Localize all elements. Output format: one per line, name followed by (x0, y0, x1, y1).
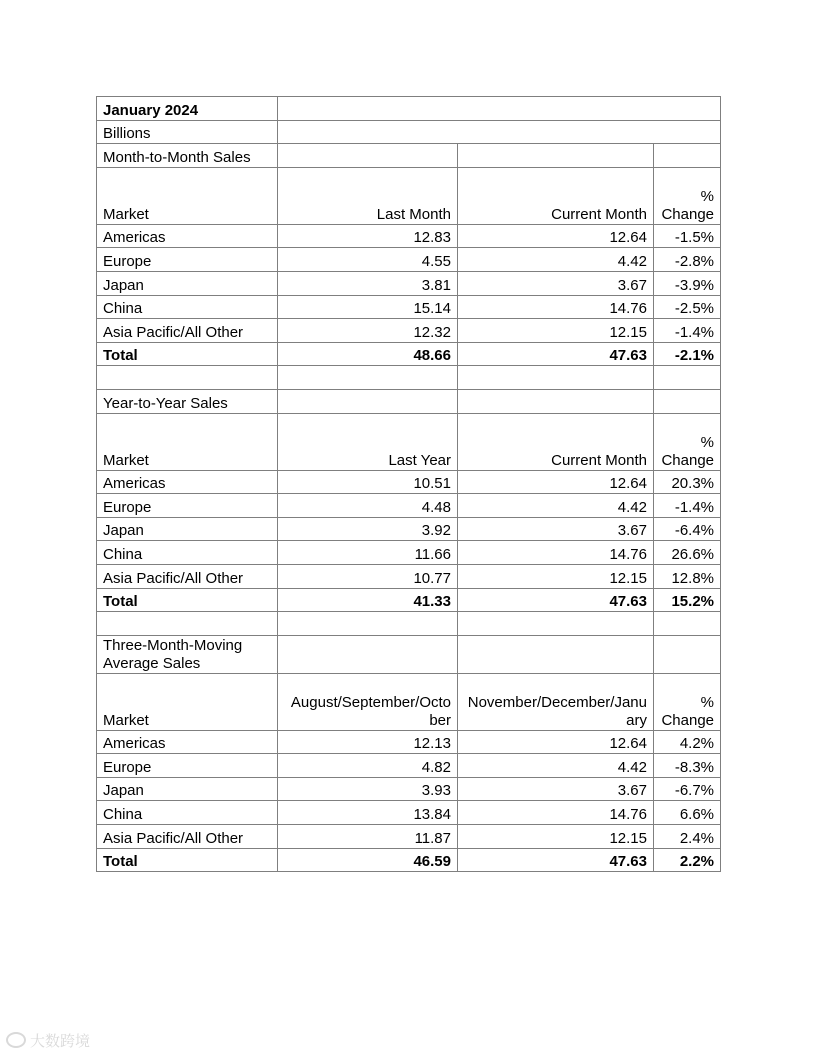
report-title: January 2024 (97, 97, 278, 121)
market-cell: Asia Pacific/All Other (97, 564, 278, 588)
value-a-cell: 3.93 (278, 777, 458, 801)
market-cell: Europe (97, 248, 278, 272)
empty-cell (97, 366, 278, 390)
total-row (97, 342, 721, 366)
value-a-cell: 12.83 (278, 224, 458, 248)
column-header-b: Current Month (458, 413, 654, 470)
market-cell: Americas (97, 224, 278, 248)
value-a-cell: 4.55 (278, 248, 458, 272)
empty-cell (654, 389, 721, 413)
pct-cell: 4.2% (654, 730, 721, 754)
empty-cell (278, 366, 458, 390)
total-a: 46.59 (278, 848, 458, 872)
value-b-cell: 14.76 (458, 295, 654, 319)
empty-cell (278, 97, 721, 121)
value-b-cell: 4.42 (458, 248, 654, 272)
pct-cell: -6.4% (654, 517, 721, 541)
value-a-cell: 10.77 (278, 564, 458, 588)
value-b-cell: 12.15 (458, 564, 654, 588)
value-a-cell: 4.48 (278, 494, 458, 518)
market-cell: Asia Pacific/All Other (97, 319, 278, 343)
market-cell: Japan (97, 777, 278, 801)
empty-cell (278, 389, 458, 413)
value-a-cell: 10.51 (278, 470, 458, 494)
spacer-row (97, 612, 721, 636)
pct-cell: -1.4% (654, 319, 721, 343)
value-b-cell: 12.64 (458, 730, 654, 754)
pct-cell: 6.6% (654, 801, 721, 825)
empty-cell (654, 612, 721, 636)
value-b-cell: 14.76 (458, 541, 654, 565)
pct-cell: 20.3% (654, 470, 721, 494)
table-body (97, 97, 721, 872)
unit-row (97, 120, 721, 144)
total-pct: 2.2% (654, 848, 721, 872)
value-a-cell: 4.82 (278, 754, 458, 778)
section-title-row (97, 389, 721, 413)
empty-cell (458, 635, 654, 673)
table-row (97, 295, 721, 319)
total-b: 47.63 (458, 588, 654, 612)
market-cell: China (97, 541, 278, 565)
title-row (97, 97, 721, 121)
value-a-cell: 3.92 (278, 517, 458, 541)
market-cell: Asia Pacific/All Other (97, 825, 278, 849)
column-header-b: Current Month (458, 167, 654, 224)
section-title: Month-to-Month Sales (97, 144, 278, 168)
value-b-cell: 12.64 (458, 470, 654, 494)
column-header-market: Market (97, 673, 278, 730)
empty-cell (458, 612, 654, 636)
table-row (97, 730, 721, 754)
total-a: 48.66 (278, 342, 458, 366)
value-a-cell: 12.13 (278, 730, 458, 754)
value-b-cell: 14.76 (458, 801, 654, 825)
empty-cell (278, 612, 458, 636)
table-row (97, 319, 721, 343)
market-cell: Americas (97, 470, 278, 494)
value-b-cell: 12.64 (458, 224, 654, 248)
watermark-text: 大数跨境 (30, 1031, 91, 1050)
table-row (97, 470, 721, 494)
column-header-row (97, 673, 721, 730)
column-header-b: November/December/January (458, 673, 654, 730)
column-header-pct: % Change (654, 413, 721, 470)
total-label: Total (97, 342, 278, 366)
table-row (97, 248, 721, 272)
value-b-cell: 4.42 (458, 754, 654, 778)
empty-cell (97, 612, 278, 636)
section-title: Three-Month-Moving Average Sales (97, 635, 278, 673)
watermark (6, 1028, 116, 1052)
market-cell: Japan (97, 271, 278, 295)
empty-cell (654, 144, 721, 168)
table-row (97, 517, 721, 541)
section-title: Year-to-Year Sales (97, 389, 278, 413)
pct-cell: 2.4% (654, 825, 721, 849)
total-b: 47.63 (458, 342, 654, 366)
column-header-market: Market (97, 167, 278, 224)
empty-cell (278, 144, 458, 168)
pct-cell: -2.5% (654, 295, 721, 319)
total-a: 41.33 (278, 588, 458, 612)
table-row (97, 754, 721, 778)
column-header-a: Last Year (278, 413, 458, 470)
value-b-cell: 12.15 (458, 825, 654, 849)
column-header-a: Last Month (278, 167, 458, 224)
table-row (97, 494, 721, 518)
empty-cell (458, 389, 654, 413)
market-cell: China (97, 801, 278, 825)
section-title-row (97, 635, 721, 673)
pct-cell: -1.5% (654, 224, 721, 248)
table-row (97, 541, 721, 565)
column-header-pct: % Change (654, 673, 721, 730)
value-b-cell: 3.67 (458, 271, 654, 295)
empty-cell (654, 366, 721, 390)
pct-cell: -3.9% (654, 271, 721, 295)
table-row (97, 777, 721, 801)
empty-cell (654, 635, 721, 673)
empty-cell (278, 635, 458, 673)
value-a-cell: 11.66 (278, 541, 458, 565)
column-header-pct: % Change (654, 167, 721, 224)
column-header-a: August/September/October (278, 673, 458, 730)
spacer-row (97, 366, 721, 390)
value-a-cell: 3.81 (278, 271, 458, 295)
market-cell: China (97, 295, 278, 319)
section-title-row (97, 144, 721, 168)
table-row (97, 801, 721, 825)
empty-cell (458, 144, 654, 168)
table-row (97, 564, 721, 588)
total-row (97, 588, 721, 612)
value-a-cell: 12.32 (278, 319, 458, 343)
column-header-market: Market (97, 413, 278, 470)
table-row (97, 271, 721, 295)
market-cell: Americas (97, 730, 278, 754)
total-label: Total (97, 848, 278, 872)
value-b-cell: 12.15 (458, 319, 654, 343)
watermark-logo-icon (6, 1032, 26, 1048)
pct-cell: -2.8% (654, 248, 721, 272)
sales-report-table (96, 96, 721, 872)
pct-cell: -8.3% (654, 754, 721, 778)
pct-cell: -1.4% (654, 494, 721, 518)
pct-cell: 26.6% (654, 541, 721, 565)
total-pct: 15.2% (654, 588, 721, 612)
total-pct: -2.1% (654, 342, 721, 366)
column-header-row (97, 413, 721, 470)
empty-cell (278, 120, 721, 144)
market-cell: Europe (97, 754, 278, 778)
unit-label: Billions (97, 120, 278, 144)
value-b-cell: 3.67 (458, 777, 654, 801)
total-b: 47.63 (458, 848, 654, 872)
table-row (97, 224, 721, 248)
value-a-cell: 13.84 (278, 801, 458, 825)
market-cell: Japan (97, 517, 278, 541)
value-a-cell: 15.14 (278, 295, 458, 319)
total-row (97, 848, 721, 872)
pct-cell: 12.8% (654, 564, 721, 588)
empty-cell (458, 366, 654, 390)
value-b-cell: 3.67 (458, 517, 654, 541)
column-header-row (97, 167, 721, 224)
value-a-cell: 11.87 (278, 825, 458, 849)
pct-cell: -6.7% (654, 777, 721, 801)
table-row (97, 825, 721, 849)
market-cell: Europe (97, 494, 278, 518)
total-label: Total (97, 588, 278, 612)
value-b-cell: 4.42 (458, 494, 654, 518)
